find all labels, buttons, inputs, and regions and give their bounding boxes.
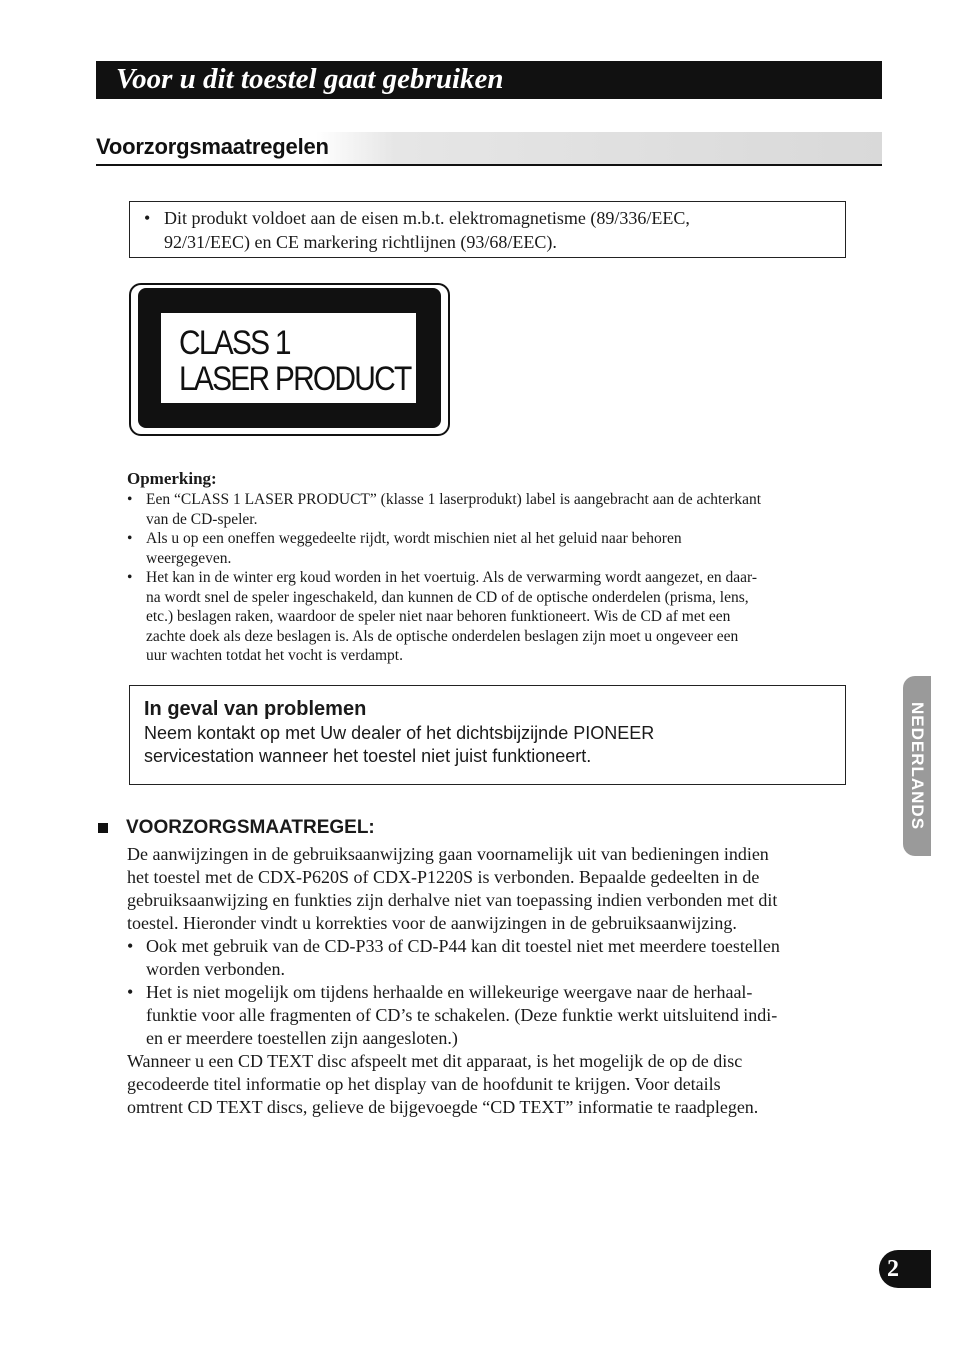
remark-heading: Opmerking: — [127, 469, 217, 488]
list-item-line: Het kan in de winter erg koud worden in het voertuig. Als de verwarming wordt aangezet, en daar- — [146, 569, 758, 586]
list-item-line: uur wachten totdat het vocht is verdampt. — [146, 647, 403, 664]
bullet-icon: • — [127, 982, 134, 1002]
list-item-line: van de CD-speler. — [146, 510, 258, 528]
list-item-line: etc.) beslagen raken, waardoor de speler niet naar behoren funktioneert. Wis de CD af met een — [146, 608, 731, 625]
laser-label-frame — [138, 288, 441, 428]
notice-line: Dit produkt voldoet aan de eisen m.b.t. elektromagnetisme (89/336/EEC, — [164, 208, 690, 228]
paragraph-line: Wanneer u een CD TEXT disc afspeelt met dit apparaat, is het mogelijk de op de disc — [127, 1051, 743, 1071]
list-item-line: en er meerdere toestellen zijn aangesloten.) — [146, 1028, 458, 1048]
notice-line: 92/31/EEC) en CE markering richtlijnen (93/68/EEC). — [164, 232, 557, 252]
precaution-heading-text: VOORZORGSMAATREGEL: — [126, 817, 375, 838]
laser-label-line: LASER PRODUCT — [179, 360, 411, 398]
list-item-line: Ook met gebruik van de CD-P33 of CD-P44 kan dit toestel niet met meerdere toestellen — [146, 936, 780, 956]
remark-list — [127, 490, 857, 666]
paragraph-line: omtrent CD TEXT discs, gelieve de bijgevoegde “CD TEXT” informatie te raadplegen. — [127, 1097, 759, 1117]
bullet-icon: • — [127, 530, 133, 547]
list-item-line: Als u op een oneffen weggedeelte rijdt, wordt mischien niet al het geluid naar behoren — [146, 530, 682, 547]
list-item — [127, 568, 857, 666]
precaution-heading — [96, 817, 375, 839]
page-header-title: Voor u dit toestel gaat gebruiken — [96, 61, 882, 99]
list-item-line: Een “CLASS 1 LASER PRODUCT” (klasse 1 laserprodukt) label is aangebracht aan de achterkant — [146, 491, 762, 508]
list-item-line: funktie voor alle fragmenten of CD’s te schakelen. (Deze funktie werkt uitsluitend indi- — [146, 1005, 778, 1025]
problems-heading: In geval van problemen — [144, 698, 367, 720]
square-bullet-icon — [98, 823, 108, 833]
page-number: 2 — [879, 1250, 931, 1288]
paragraph-line: De aanwijzingen in de gebruiksaanwijzing gaan voornamelijk uit van bedieningen indien — [127, 844, 769, 864]
paragraph-line: gebruiksaanwijzing en funkties zijn derhalve niet van toepassing indien verbonden met dit — [127, 890, 778, 910]
laser-label-plate — [161, 313, 416, 403]
bullet-icon: • — [127, 569, 133, 586]
paragraph-line: het toestel met de CDX-P620S of CDX-P1220S is verbonden. Bepaalde gedeelten in de — [127, 867, 760, 887]
list-item-line: na wordt snel de speler ingeschakeld, dan kunnen de CD of de optische onderdelen (prisma, lens, — [146, 588, 749, 606]
notice-item — [144, 206, 835, 254]
paragraph-line: gecodeerde titel informatie op het display van de hoofdunit te krijgen. Voor details — [127, 1074, 721, 1094]
precaution-body — [127, 843, 867, 1119]
list-item-line: Het is niet mogelijk om tijdens herhaalde en willekeurige weergave naar de herhaal- — [146, 982, 753, 1002]
problems-line: Neem kontakt op met Uw dealer of het dichtsbijzijnde PIONEER — [144, 723, 655, 743]
list-item — [127, 490, 857, 529]
bullet-icon: • — [127, 491, 133, 508]
list-item — [127, 935, 867, 981]
problems-line: servicestation wanneer het toestel niet juist funktioneert. — [144, 746, 592, 766]
list-item-line: worden verbonden. — [146, 959, 285, 979]
bullet-icon: • — [127, 936, 134, 956]
section-heading-text: Voorzorgsmaatregelen — [96, 134, 329, 159]
compliance-notice-box — [129, 201, 846, 258]
list-item — [127, 529, 857, 568]
list-item-line: weergegeven. — [146, 549, 232, 567]
problems-box — [129, 685, 846, 785]
language-tab — [903, 676, 931, 856]
list-item-line: zachte doek als deze beslagen is. Als de optische onderdelen beslagen zijn moet u ongeveer een — [146, 627, 739, 645]
laser-label-line: CLASS 1 — [179, 324, 290, 362]
laser-label-graphic — [129, 283, 450, 436]
paragraph-line: toestel. Hieronder vindt u korrekties voor de aanwijzingen in de gebruiksaanwijzing. — [127, 913, 737, 933]
language-tab-label: NEDERLANDS — [908, 701, 927, 831]
section-heading — [96, 132, 882, 166]
bullet-icon: • — [144, 208, 151, 228]
list-item — [127, 981, 867, 1050]
